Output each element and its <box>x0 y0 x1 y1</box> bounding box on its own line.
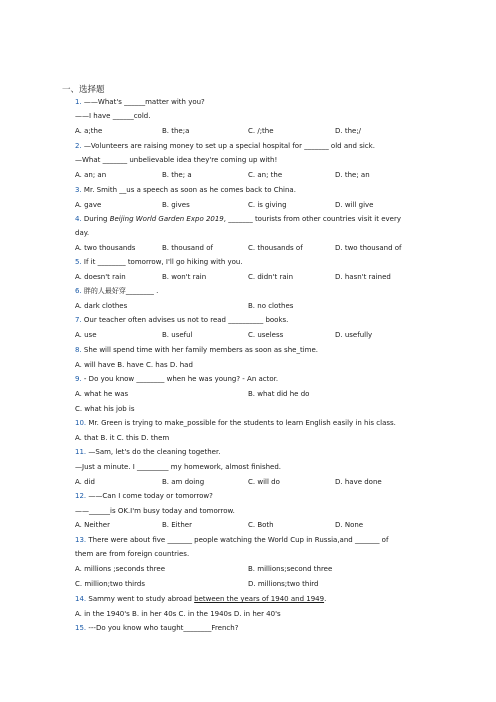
option-c[interactable]: C. didn't rain <box>248 273 294 281</box>
question-2-line-1 <box>75 142 375 151</box>
option-a[interactable]: A. gave <box>75 201 102 209</box>
question-text: ——What's ______matter with you? <box>83 98 205 106</box>
option-a[interactable]: A. two thousands <box>75 244 136 252</box>
option-b[interactable]: B. won't rain <box>162 273 207 281</box>
event-name: Beijing World Garden Expo 2019 <box>109 215 224 223</box>
option-d[interactable]: D. will give <box>335 201 374 209</box>
section-title: 一、选择题 <box>62 85 105 95</box>
question-text: 胖的人最好穿________ . <box>83 287 159 295</box>
options-inline[interactable]: A. in the 1940's B. in her 40s C. in the 1940s D. in her 40's <box>75 610 281 618</box>
question-text: Mr. Green is trying to make_possible for the students to learn English easily in his class. <box>88 419 396 427</box>
option-b[interactable]: B. what did he do <box>248 390 310 398</box>
question-1-line-1 <box>75 98 205 107</box>
question-number: 5. <box>75 258 82 266</box>
option-a[interactable]: A. did <box>75 478 95 486</box>
option-d[interactable]: D. two thousand of <box>335 244 402 252</box>
question-8-line-1 <box>75 346 318 355</box>
option-d[interactable]: D. hasn't rained <box>335 273 391 281</box>
option-a[interactable]: A. millions ;seconds three <box>75 565 166 573</box>
question-number: 8. <box>75 346 82 354</box>
question-text: Our teacher often advises us not to read __________ books. <box>83 316 289 324</box>
question-number: 10. <box>75 419 87 427</box>
question-number: 13. <box>75 536 87 544</box>
question-number: 9. <box>75 375 82 383</box>
question-text: During <box>83 215 110 223</box>
option-a[interactable]: A. a;the <box>75 127 103 135</box>
question-text: . <box>324 595 327 603</box>
option-a[interactable]: A. doesn't rain <box>75 273 126 281</box>
question-10-line-1 <box>75 419 396 428</box>
question-number: 11. <box>75 448 87 456</box>
options-inline[interactable]: A. that B. it C. this D. them <box>75 434 170 442</box>
question-1-line-2: ——I have ______cold. <box>75 112 151 120</box>
option-c[interactable]: C. /;the <box>248 127 274 135</box>
question-text: She will spend time with her family members as soon as she_time. <box>83 346 318 354</box>
underlined-phrase: between the years of 1940 and 1949 <box>194 595 325 603</box>
question-text: - Do you know ________ when he was young? - An actor. <box>83 375 279 383</box>
question-text: , _______ tourists from other countries visit it every <box>223 215 401 223</box>
question-13-line-1 <box>75 536 388 545</box>
option-a[interactable]: A. what he was <box>75 390 129 398</box>
option-c[interactable]: C. an; the <box>248 171 283 179</box>
question-number: 6. <box>75 287 82 295</box>
question-12-line-1 <box>75 492 213 501</box>
option-c[interactable]: C. million;two thirds <box>75 580 145 588</box>
question-14-line-1 <box>75 595 326 604</box>
question-text: If it ________ tomorrow, I'll go hiking with you. <box>83 258 243 266</box>
question-number: 3. <box>75 186 82 194</box>
question-5-line-1 <box>75 258 243 267</box>
question-text: Mr. Smith __us a speech as soon as he comes back to China. <box>83 186 296 194</box>
option-c[interactable]: C. is giving <box>248 201 287 209</box>
option-c[interactable]: C. useless <box>248 331 284 339</box>
question-6-line-1 <box>75 287 158 296</box>
question-15-line-1 <box>75 624 238 633</box>
question-number: 14. <box>75 595 87 603</box>
option-b[interactable]: B. useful <box>162 331 193 339</box>
option-d[interactable]: D. the;/ <box>335 127 362 135</box>
question-4-line-1 <box>75 215 401 224</box>
question-text: —Volunteers are raising money to set up a special hospital for _______ old and sick. <box>83 142 375 150</box>
option-d[interactable]: D. the; an <box>335 171 370 179</box>
question-3-line-1 <box>75 186 296 195</box>
question-7-line-1 <box>75 316 288 325</box>
question-text: Sammy went to study abroad <box>88 595 195 603</box>
option-c[interactable]: C. will do <box>248 478 280 486</box>
question-11-line-1 <box>75 448 220 457</box>
question-text: ——Can I come today or tomorrow? <box>88 492 213 500</box>
option-a[interactable]: A. Neither <box>75 521 110 529</box>
question-2-line-2: —What _______ unbelievable idea they're coming up with! <box>75 156 278 164</box>
option-b[interactable]: B. am doing <box>162 478 205 486</box>
question-12-line-2: ——______is OK.I'm busy today and tomorrow. <box>75 507 235 515</box>
option-d[interactable]: D. have done <box>335 478 382 486</box>
option-b[interactable]: B. no clothes <box>248 302 294 310</box>
question-text: ---Do you know who taught________French? <box>88 624 239 632</box>
option-c[interactable]: C. thousands of <box>248 244 303 252</box>
option-b[interactable]: B. the; a <box>162 171 192 179</box>
option-d[interactable]: D. millions;two third <box>248 580 319 588</box>
question-9-line-1 <box>75 375 278 384</box>
question-number: 4. <box>75 215 82 223</box>
question-number: 15. <box>75 624 87 632</box>
question-number: 2. <box>75 142 82 150</box>
question-number: 1. <box>75 98 82 106</box>
question-11-line-2: —Just a minute. I _________ my homework, almost finished. <box>75 463 282 471</box>
option-a[interactable]: A. dark clothes <box>75 302 128 310</box>
option-b[interactable]: B. gives <box>162 201 190 209</box>
question-number: 12. <box>75 492 87 500</box>
option-c[interactable]: C. Both <box>248 521 274 529</box>
option-d[interactable]: D. None <box>335 521 364 529</box>
option-a[interactable]: A. an; an <box>75 171 107 179</box>
option-b[interactable]: B. Either <box>162 521 192 529</box>
question-text: There were about five _______ people watching the World Cup in Russia,and _______ of <box>88 536 389 544</box>
option-d[interactable]: D. usefully <box>335 331 373 339</box>
option-b[interactable]: B. the;a <box>162 127 190 135</box>
option-a[interactable]: A. use <box>75 331 97 339</box>
question-text: —Sam, let's do the cleaning together. <box>88 448 221 456</box>
option-b[interactable]: B. thousand of <box>162 244 213 252</box>
question-13-line-2: them are from foreign countries. <box>75 550 190 558</box>
options-inline[interactable]: A. will have B. have C. has D. had <box>75 361 193 369</box>
option-c[interactable]: C. what his job is <box>75 405 135 413</box>
question-4-line-2: day. <box>75 229 90 237</box>
option-b[interactable]: B. millions;second three <box>248 565 333 573</box>
question-number: 7. <box>75 316 82 324</box>
